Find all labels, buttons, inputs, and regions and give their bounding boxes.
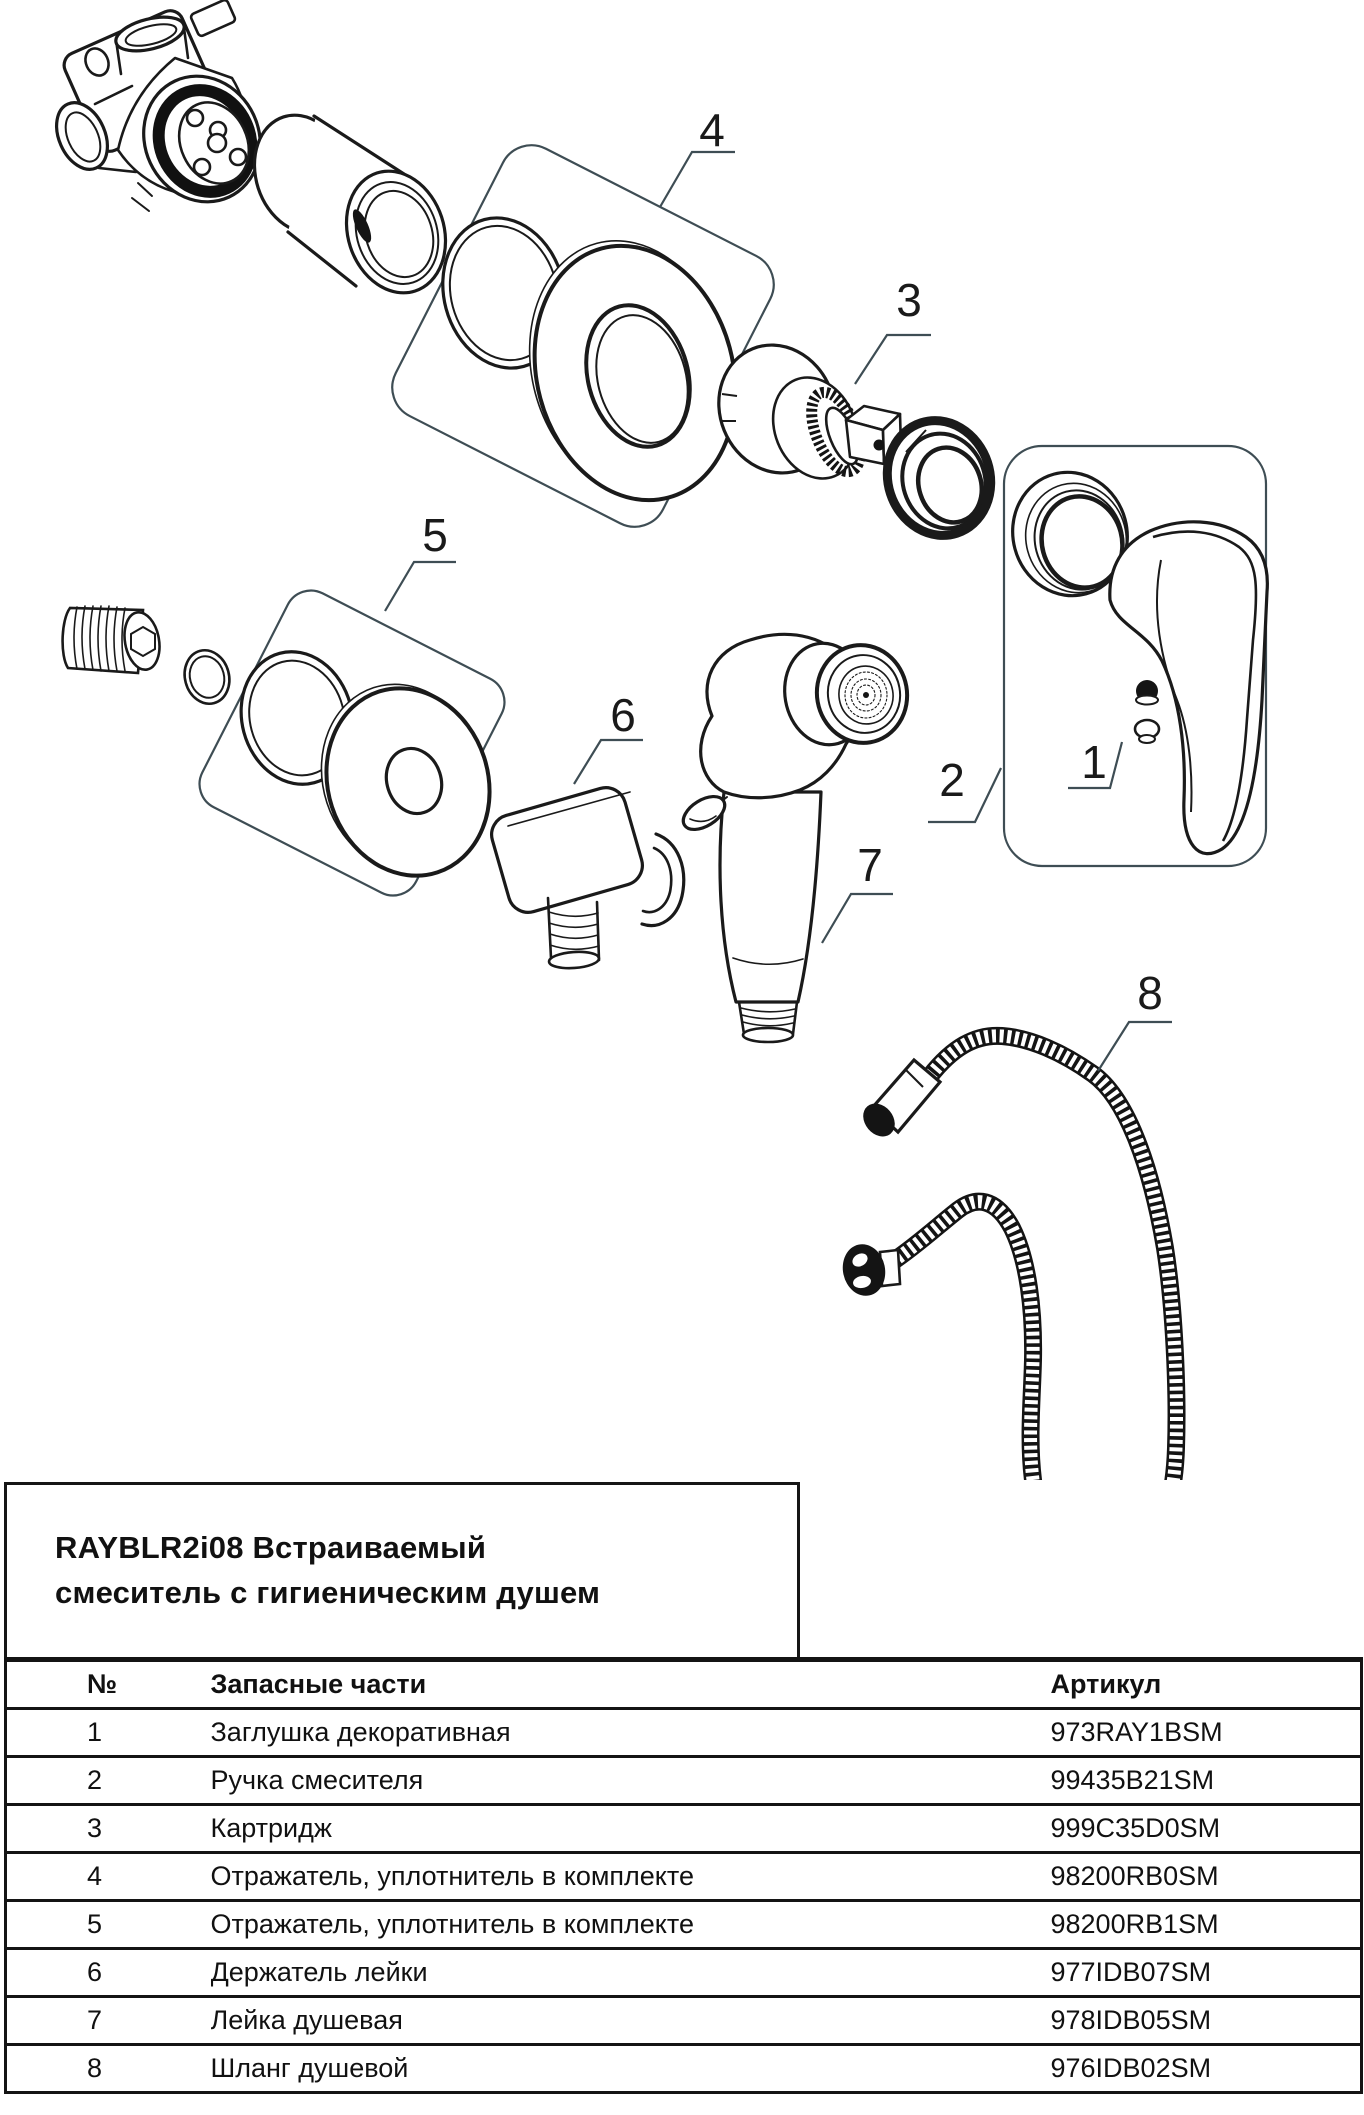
leader-line-7 xyxy=(822,894,893,943)
part-name-cell: Ручка смесителя xyxy=(210,1765,424,1795)
part-label-7: 7 xyxy=(857,839,883,891)
product-title-line2: смеситель с гигиеническим душем xyxy=(55,1575,601,1610)
part-label-5: 5 xyxy=(422,509,448,561)
part-label-3: 3 xyxy=(896,274,922,326)
part-number-cell: 2 xyxy=(87,1765,103,1795)
part-label-8: 8 xyxy=(1137,967,1163,1019)
part-label-2: 2 xyxy=(939,754,965,806)
part-number-cell: 7 xyxy=(87,2005,103,2035)
part2-handle-kit xyxy=(999,446,1267,866)
part-article-cell: 999C35D0SM xyxy=(1050,1813,1221,1843)
part-number-cell: 5 xyxy=(87,1909,103,1939)
leader-line-4 xyxy=(660,152,735,207)
part-label-6: 6 xyxy=(610,689,636,741)
part-name-cell: Держатель лейки xyxy=(210,1957,428,1987)
part-article-cell: 976IDB02SM xyxy=(1050,2053,1212,2083)
leader-line-3 xyxy=(855,335,931,384)
leader-line-6 xyxy=(574,740,643,784)
part-article-cell: 98200RB1SM xyxy=(1050,1909,1219,1939)
part-number-cell: 8 xyxy=(87,2053,103,2083)
part-article-cell: 977IDB07SM xyxy=(1050,1957,1212,1987)
part-name-cell: Шланг душевой xyxy=(210,2053,409,2083)
hose-nut-fitting xyxy=(838,1240,890,1300)
part-article-cell: 973RAY1BSM xyxy=(1050,1717,1223,1747)
part6-holder xyxy=(487,783,684,970)
part5-reflector-kit xyxy=(63,582,514,905)
part-name-cell: Картридж xyxy=(210,1813,332,1843)
column-header-name: Запасные части xyxy=(210,1669,427,1699)
sleeve-drawing xyxy=(240,103,461,306)
part-name-cell: Отражатель, уплотнитель в комплекте xyxy=(210,1909,694,1939)
part-label-4: 4 xyxy=(699,104,725,156)
part-number-cell: 4 xyxy=(87,1861,103,1891)
part-name-cell: Лейка душевая xyxy=(210,2005,403,2035)
table-row xyxy=(6,1853,1362,1901)
table-row xyxy=(6,1901,1362,1949)
part-label-1: 1 xyxy=(1081,736,1107,788)
table-row xyxy=(6,2045,1362,2093)
table-row xyxy=(6,1997,1362,2045)
part-number-cell: 1 xyxy=(87,1717,103,1747)
spare-parts-table xyxy=(4,1657,1363,2094)
part-article-cell: 99435B21SM xyxy=(1050,1765,1215,1795)
part-number-cell: 3 xyxy=(87,1813,103,1843)
table-row xyxy=(6,1709,1362,1757)
column-header-article: Артикул xyxy=(1050,1669,1162,1699)
leader-line-5 xyxy=(385,562,456,611)
hose-corrugated-tube xyxy=(892,1036,1177,1480)
table-row xyxy=(6,1757,1362,1805)
part-name-cell: Заглушка декоративная xyxy=(210,1717,511,1747)
column-header-num: № xyxy=(87,1669,118,1699)
mixer-body-drawing xyxy=(47,0,281,221)
table-header-row xyxy=(6,1660,1362,1709)
part-name-cell: Отражатель, уплотнитель в комплекте xyxy=(210,1861,694,1891)
table-row xyxy=(6,1805,1362,1853)
leader-line-8 xyxy=(1098,1022,1172,1071)
part-number-cell: 6 xyxy=(87,1957,103,1987)
part-article-cell: 978IDB05SM xyxy=(1050,2005,1212,2035)
table-row xyxy=(6,1949,1362,1997)
part-article-cell: 98200RB0SM xyxy=(1050,1861,1219,1891)
title-block xyxy=(4,1482,800,1661)
part4-reflector-kit xyxy=(381,134,784,537)
product-title-line1: RAYBLR2i08 Встраиваемый xyxy=(55,1530,487,1565)
part8-hose xyxy=(838,1036,1176,1480)
